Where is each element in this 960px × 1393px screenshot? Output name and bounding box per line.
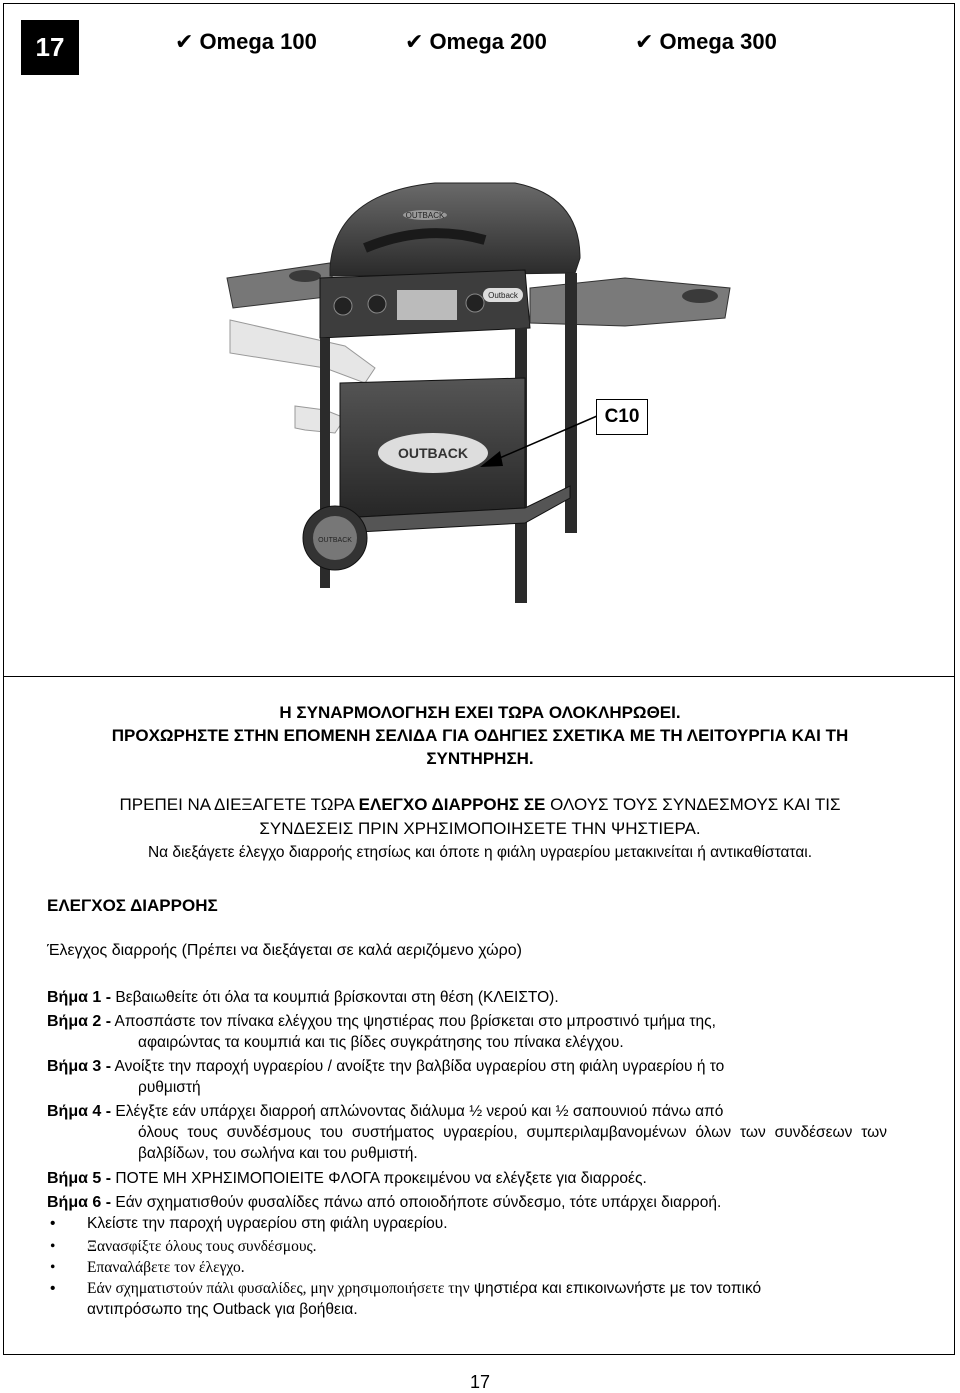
check-icon: ✔ (175, 30, 194, 55)
step-2 (47, 1011, 887, 1053)
step-label: Βήμα 2 - (47, 1013, 112, 1030)
step-label: Βήμα 3 - (47, 1058, 112, 1075)
cabinet-brand-logo: OUTBACK (398, 445, 468, 461)
step-text: Ελέγξτε εάν υπάρχει διαρροή απλώνοντας διάλυμα ½ νερού και ½ σαπουνιού πάνω από (111, 1103, 724, 1120)
step-6 (47, 1192, 887, 1213)
model-omega-100 (175, 29, 317, 55)
step-label: Βήμα 1 - (47, 989, 112, 1006)
bullet-icon: • (50, 1238, 56, 1255)
step-1 (47, 987, 887, 1008)
step-3 (47, 1056, 887, 1098)
panel-brand-logo: Outback (488, 291, 518, 300)
warning-line-1 (0, 793, 960, 816)
step-text: Βεβαιωθείτε ότι όλα τα κουμπιά βρίσκονται στη θέση (ΚΛΕΙΣΤΟ). (111, 989, 559, 1006)
page-number: 17 (469, 1372, 491, 1392)
bullet-item (50, 1236, 940, 1257)
page-badge: 17 (21, 20, 79, 75)
warning-bold: ΕΛΕΓΧΟ ΔΙΑΡΡΟΗΣ ΣΕ (358, 795, 546, 814)
step-text: ΠΟΤΕ ΜΗ ΧΡΗΣΙΜΟΠΟΙΕΙΤΕ ΦΛΟΓΑ προκειμένου να ελέγξετε για διαρροές. (111, 1170, 647, 1187)
warning-line-3: Να διεξάγετε έλεγχο διαρροής ετησίως και όποτε η φιάλη υγραερίου μετακινείται ή αντικαθίσταται. (147, 844, 813, 861)
wheel-brand-logo: OUTBACK (318, 537, 352, 544)
step-label: Βήμα 4 - (47, 1103, 112, 1120)
step-text: Αποσπάστε τον πίνακα ελέγχου της ψηστιέρας που βρίσκεται στο μπροστινό τμήμα της, (111, 1013, 716, 1030)
bullet-text: Ξανασφίξτε όλους τους συνδέσμους. (87, 1238, 317, 1255)
check-icon: ✔ (635, 30, 654, 55)
step-4 (47, 1101, 887, 1164)
step-continuation: ρυθμιστή (138, 1079, 201, 1096)
model-label: Omega 100 (199, 29, 317, 54)
bullet-icon: • (50, 1259, 56, 1276)
bullet-item (50, 1257, 940, 1278)
bullet-text: Επαναλάβετε τον έλεγχο. (87, 1259, 245, 1276)
model-label: Omega 300 (659, 29, 777, 54)
warning-line-2: ΣΥΝΔΕΣΕΙΣ ΠΡΙΝ ΧΡΗΣΙΜΟΠΟΙΗΣΕΤΕ ΤΗΝ ΨΗΣΤΙΕΡΑ. (259, 819, 701, 838)
step-text: Ανοίξτε την παροχή υγραερίου / ανοίξτε την βαλβίδα υγραερίου στη φιάλη υγραερίου ή το (111, 1058, 725, 1075)
callout-label: C10 (596, 399, 648, 435)
bullet-icon: • (50, 1215, 56, 1232)
step-label: Βήμα 5 - (47, 1170, 112, 1187)
lid-brand-logo: OUTBACK (405, 211, 445, 220)
step-text: Εάν σχηματισθούν φυσαλίδες πάνω από οποιοδήποτε σύνδεσμο, τότε υπάρχει διαρροή. (111, 1194, 722, 1211)
check-icon: ✔ (405, 30, 424, 55)
model-omega-200 (405, 29, 547, 55)
model-omega-300 (635, 29, 777, 55)
warning-pre: ΠΡΕΠΕΙ ΝΑ ΔΙΕΞΑΓΕΤΕ ΤΩΡΑ (119, 795, 359, 814)
warning-post: ΟΛΟΥΣ ΤΟΥΣ ΣΥΝΔΕΣΜΟΥΣ ΚΑΙ ΤΙΣ (545, 795, 841, 814)
section-divider (3, 676, 955, 677)
step-continuation: όλους τους συνδέσμους του συστήματος υγραερίου, συμπεριλαμβανομένων όλων των συνδέσεων των βαλβίδων, του σωλήνα και του ρυθμιστή. (138, 1124, 887, 1162)
bullet-text-serif: Εάν σχηματιστούν πάλι φυσαλίδες, μην χρησιμοποιήσετε την (87, 1280, 470, 1297)
notice-line-1: Η ΣΥΝΑΡΜΟΛΟΓΗΣΗ ΕΧΕΙ ΤΩΡΑ ΟΛΟΚΛΗΡΩΘΕΙ. (279, 703, 681, 722)
bullet-item (50, 1213, 940, 1234)
bullet-item (50, 1278, 940, 1299)
step-continuation: αφαιρώντας τα κουμπιά και τις βίδες συγκράτησης του πίνακα ελέγχου. (138, 1034, 624, 1051)
notice-line-2: ΠΡΟΧΩΡΗΣΤΕ ΣΤΗΝ ΕΠΟΜΕΝΗ ΣΕΛΙΔΑ ΓΙΑ ΟΔΗΓΙΕΣ ΣΧΕΤΙΚΑ ΜΕ ΤΗ ΛΕΙΤΟΥΡΓΙΑ ΚΑΙ ΤΗ (111, 726, 849, 745)
grill-photo (225, 178, 740, 610)
bullet-text: ψηστιέρα και επικοινωνήστε με τον τοπικό (469, 1280, 762, 1297)
bullet-continuation: αντιπρόσωπο της Outback για βοήθεια. (87, 1301, 358, 1318)
model-label: Omega 200 (429, 29, 547, 54)
bullet-icon: • (50, 1280, 56, 1297)
leak-test-intro: Έλεγχος διαρροής (Πρέπει να διεξάγεται σε καλά αεριζόμενο χώρο) (47, 942, 522, 959)
leak-test-title: ΕΛΕΓΧΟΣ ΔΙΑΡΡΟΗΣ (47, 896, 218, 915)
step-5 (47, 1168, 887, 1189)
notice-line-3: ΣΥΝΤΗΡΗΣΗ. (426, 749, 534, 768)
bullet-text: Κλείστε την παροχή υγραερίου στη φιάλη υγραερίου. (87, 1215, 448, 1232)
step-label: Βήμα 6 - (47, 1194, 112, 1211)
